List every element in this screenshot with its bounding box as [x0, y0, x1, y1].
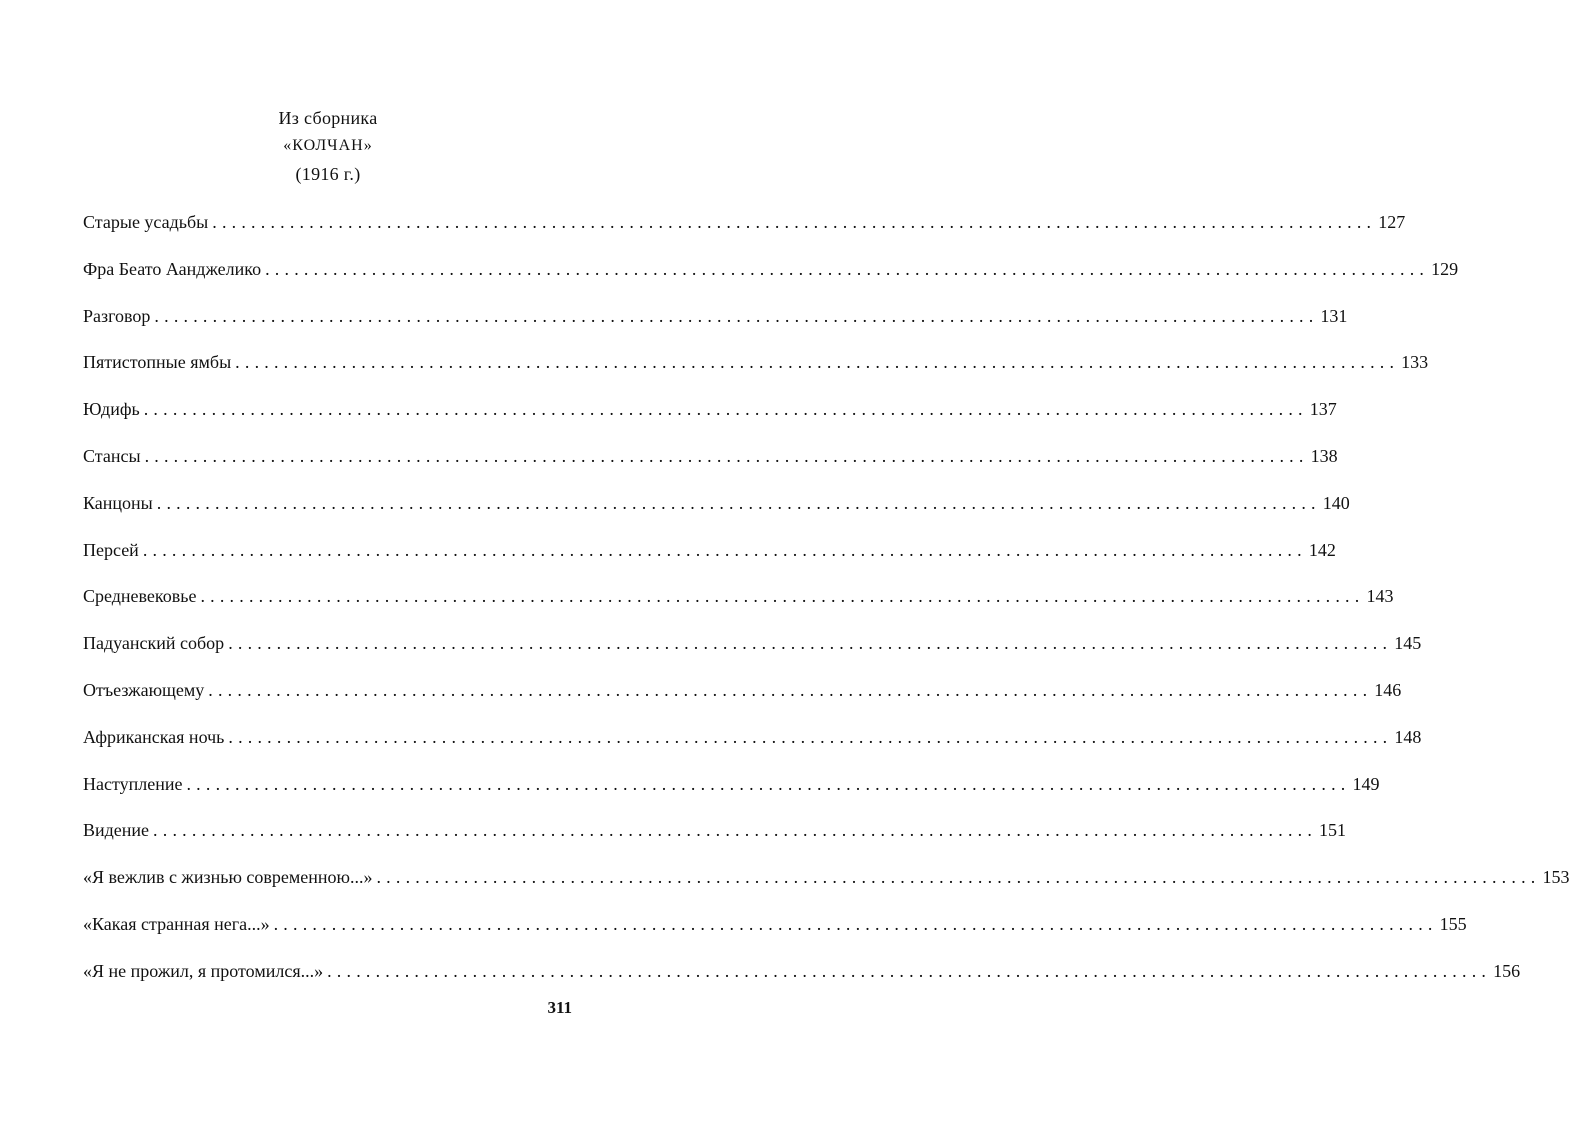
toc-entry-page: 133: [1399, 349, 1428, 375]
toc-entry[interactable]: [83, 443, 1338, 490]
toc-entry[interactable]: [83, 677, 1402, 724]
toc-entry-title: Разговор: [83, 303, 154, 329]
toc-entry[interactable]: [83, 303, 1348, 350]
toc-entry-title: Юдифь: [83, 396, 144, 422]
toc-entry-title: Стансы: [83, 443, 145, 469]
collection-title: «КОЛЧАН»: [283, 137, 373, 154]
toc-entry-page: 153: [1540, 864, 1569, 890]
toc-leader-dots: ........................................................................................................................: [273, 913, 1438, 934]
toc-leader-dots: ........................................................................................................................: [156, 492, 1321, 513]
toc-entry-title: «Я вежлив с жизнью современною...»: [83, 864, 376, 890]
toc-entry[interactable]: [83, 256, 1459, 303]
toc-entry[interactable]: [83, 583, 1394, 630]
toc-entry-page: 142: [1307, 537, 1336, 563]
toc-entry-page: 129: [1429, 256, 1458, 282]
toc-entry[interactable]: [83, 911, 1467, 958]
page-number: 311: [547, 998, 572, 1017]
toc-leader-dots: ........................................................................................................................: [235, 352, 1400, 373]
toc-entry[interactable]: [83, 630, 1422, 677]
toc-entry-title: Падуанский собор: [83, 630, 228, 656]
toc-entry-page: 151: [1317, 817, 1346, 843]
toc-entry-page: 148: [1392, 724, 1421, 750]
collection-heading: Из сборника: [278, 108, 378, 128]
toc-entry[interactable]: [83, 864, 1569, 911]
toc-leader-dots: ........................................................................................................................: [144, 445, 1309, 466]
toc-leader-dots: ........................................................................................................................: [153, 820, 1318, 841]
toc-leader-dots: ........................................................................................................................: [200, 586, 1365, 607]
toc-entry[interactable]: [83, 958, 1521, 1005]
toc-entry[interactable]: [83, 537, 1336, 584]
toc-entry-title: Канцоны: [83, 490, 157, 516]
toc-leader-dots: ........................................................................................................................: [154, 305, 1319, 326]
toc-entry[interactable]: [83, 209, 1406, 256]
toc-entry-page: 131: [1318, 303, 1347, 329]
toc-leader-dots: ........................................................................................................................: [228, 726, 1393, 747]
collection-year: (1916 г.): [295, 164, 361, 184]
toc-entry-page: 146: [1372, 677, 1401, 703]
toc-entry[interactable]: [83, 490, 1350, 537]
toc-entry[interactable]: [83, 817, 1347, 864]
toc-entry-page: 145: [1392, 630, 1421, 656]
toc-entry-page: 137: [1308, 396, 1337, 422]
toc-entry[interactable]: [83, 771, 1380, 818]
toc-leader-dots: ........................................................................................................................: [212, 212, 1377, 232]
toc-entry-title: Персей: [83, 537, 143, 563]
toc-entry-page: 138: [1309, 443, 1338, 469]
toc-entry[interactable]: [83, 724, 1422, 771]
toc-entry-page: 127: [1376, 209, 1405, 235]
toc-entry-title: Пятистопные ямбы: [83, 349, 235, 375]
toc-entry-title: Отъезжающему: [83, 677, 208, 703]
toc-leader-dots: ........................................................................................................................: [208, 679, 1373, 700]
toc-leader-dots: ........................................................................................................................: [228, 633, 1393, 654]
toc-leader-dots: ........................................................................................................................: [265, 258, 1430, 279]
toc-entry-title: Фра Беато Аанджелико: [83, 256, 265, 282]
toc-leader-dots: ........................................................................................................................: [186, 773, 1351, 794]
toc-entry-page: 143: [1364, 583, 1393, 609]
toc-entry[interactable]: [83, 349, 1429, 396]
toc-entry-page: 140: [1321, 490, 1350, 516]
toc-leader-dots: ........................................................................................................................: [142, 539, 1307, 560]
toc-leader-dots: ........................................................................................................................: [376, 867, 1541, 888]
toc-leader-dots: ........................................................................................................................: [327, 960, 1492, 981]
toc-entry-title: Наступление: [83, 771, 186, 797]
toc-leader-dots: ........................................................................................................................: [143, 399, 1308, 420]
toc-entry-page: 149: [1350, 771, 1379, 797]
toc-entry-title: Африканская ночь: [83, 724, 228, 750]
toc-entry-title: Видение: [83, 817, 153, 843]
toc-entry-page: 155: [1438, 911, 1467, 937]
toc-entry[interactable]: [83, 396, 1337, 443]
toc-entry-title: «Я не прожил, я протомился...»: [83, 958, 327, 984]
table-of-contents: [83, 209, 1569, 1005]
toc-entry-page: 156: [1491, 958, 1520, 984]
toc-entry-title: Старые усадьбы: [83, 209, 212, 235]
toc-entry-title: Средневековье: [83, 583, 200, 609]
toc-entry-title: «Какая странная нега...»: [83, 911, 274, 937]
